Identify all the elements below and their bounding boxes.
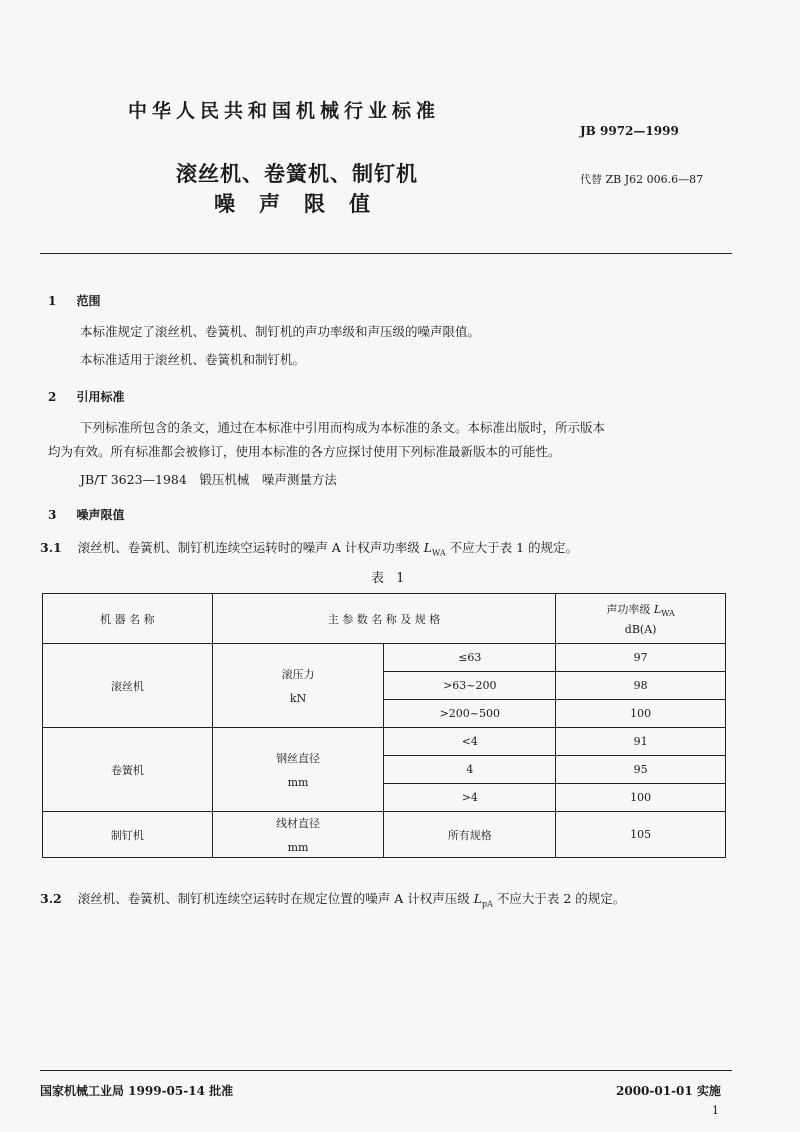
clause-3-2-number: 3.2 bbox=[40, 891, 62, 906]
clause-3-1-number: 3.1 bbox=[40, 540, 62, 555]
table-cell-value: 100 bbox=[556, 700, 726, 728]
footer-divider bbox=[40, 1070, 732, 1071]
table-cell-spec: >63~200 bbox=[384, 672, 556, 700]
table-cell-value: 97 bbox=[556, 644, 726, 672]
document-title-line2: 噪声限值 bbox=[214, 192, 394, 216]
table-cell-spec: 4 bbox=[384, 756, 556, 784]
header-divider bbox=[40, 253, 732, 254]
standard-number: JB 9972—1999 bbox=[580, 124, 679, 138]
table-cell-value: 95 bbox=[556, 756, 726, 784]
clause-3-2-text-a: 滚丝机、卷簧机、制钉机连续空运转时在规定位置的噪声 A 计权声压级 bbox=[77, 891, 474, 906]
table-cell-spec: 所有规格 bbox=[384, 812, 556, 858]
clause-3-2-symbol: L bbox=[473, 891, 483, 906]
section-2-heading bbox=[48, 388, 125, 405]
table-cell-value: 100 bbox=[556, 784, 726, 812]
issuing-authority-title: 中华人民共和国机械行业标准 bbox=[128, 100, 441, 122]
table-cell-spec: >4 bbox=[384, 784, 556, 812]
table-cell-machine: 滚丝机 bbox=[43, 644, 213, 728]
section-1-title: 范围 bbox=[76, 294, 101, 308]
clause-3-1-subscript: WA bbox=[432, 548, 446, 558]
implementation-date: 2000-01-01 实施 bbox=[616, 1084, 721, 1098]
table-header-parameter: 主 参 数 名 称 及 规 格 bbox=[212, 594, 556, 644]
document-title-line1: 滚丝机、卷簧机、制钉机 bbox=[176, 162, 418, 186]
section-2-reference: JB/T 3623—1984 锻压机械 噪声测量方法 bbox=[80, 472, 337, 487]
section-3-number: 3 bbox=[48, 508, 57, 522]
approval-info: 国家机械工业局 1999-05-14 批准 bbox=[40, 1084, 234, 1098]
table-header-sound-power: 声功率级 $L_{WA}$ dB(A) bbox=[556, 594, 726, 644]
clause-3-1-text-b: 不应大于表 1 的规定。 bbox=[445, 540, 578, 555]
table-cell-spec: <4 bbox=[384, 728, 556, 756]
table-cell-machine: 制钉机 bbox=[43, 812, 213, 858]
clause-3-2 bbox=[40, 889, 625, 915]
section-1-number: 1 bbox=[48, 294, 57, 308]
section-3-heading bbox=[48, 506, 125, 523]
table-cell-spec: ≤63 bbox=[384, 644, 556, 672]
section-2-paragraph-line2: 均为有效。所有标准都会被修订，使用本标准的各方应探讨使用下列标准最新版本的可能性。 bbox=[48, 444, 561, 459]
section-2-title: 引用标准 bbox=[76, 390, 125, 404]
table-cell-spec: >200~500 bbox=[384, 700, 556, 728]
section-3-title: 噪声限值 bbox=[76, 508, 125, 522]
table-cell-value: 98 bbox=[556, 672, 726, 700]
table-cell-machine: 卷簧机 bbox=[43, 728, 213, 812]
table-1-caption: 表 1 bbox=[371, 571, 409, 586]
clause-3-1-text-a: 滚丝机、卷簧机、制钉机连续空运转时的噪声 A 计权声功率级 bbox=[77, 540, 424, 555]
page-number: 1 bbox=[712, 1104, 719, 1117]
section-2-paragraph-line1: 下列标准所包含的条文，通过在本标准中引用而构成为本标准的条文。本标准出版时，所示版本 bbox=[80, 420, 606, 435]
clause-3-2-subscript: pA bbox=[482, 899, 493, 909]
table-cell-value: 105 bbox=[556, 812, 726, 858]
section-1-heading bbox=[48, 292, 101, 309]
clause-3-2-text-b: 不应大于表 2 的规定。 bbox=[492, 891, 626, 906]
section-1-paragraph-2: 本标准适用于滚丝机、卷簧机和制钉机。 bbox=[80, 352, 306, 367]
clause-3-1-symbol: L bbox=[423, 540, 433, 555]
table-header-machine: 机 器 名 称 bbox=[43, 594, 213, 644]
clause-3-1 bbox=[40, 538, 578, 564]
table-cell-parameter: 线材直径 mm bbox=[212, 812, 384, 858]
table-cell-parameter: 钢丝直径 mm bbox=[212, 728, 384, 812]
section-1-paragraph-1: 本标准规定了滚丝机、卷簧机、制钉机的声功率级和声压级的噪声限值。 bbox=[80, 324, 481, 339]
noise-limit-table bbox=[42, 593, 726, 858]
section-2-number: 2 bbox=[48, 390, 57, 404]
replaces-standard: 代替 ZB J62 006.6—87 bbox=[580, 173, 704, 186]
table-cell-parameter: 滚压力 kN bbox=[212, 644, 384, 728]
table-cell-value: 91 bbox=[556, 728, 726, 756]
